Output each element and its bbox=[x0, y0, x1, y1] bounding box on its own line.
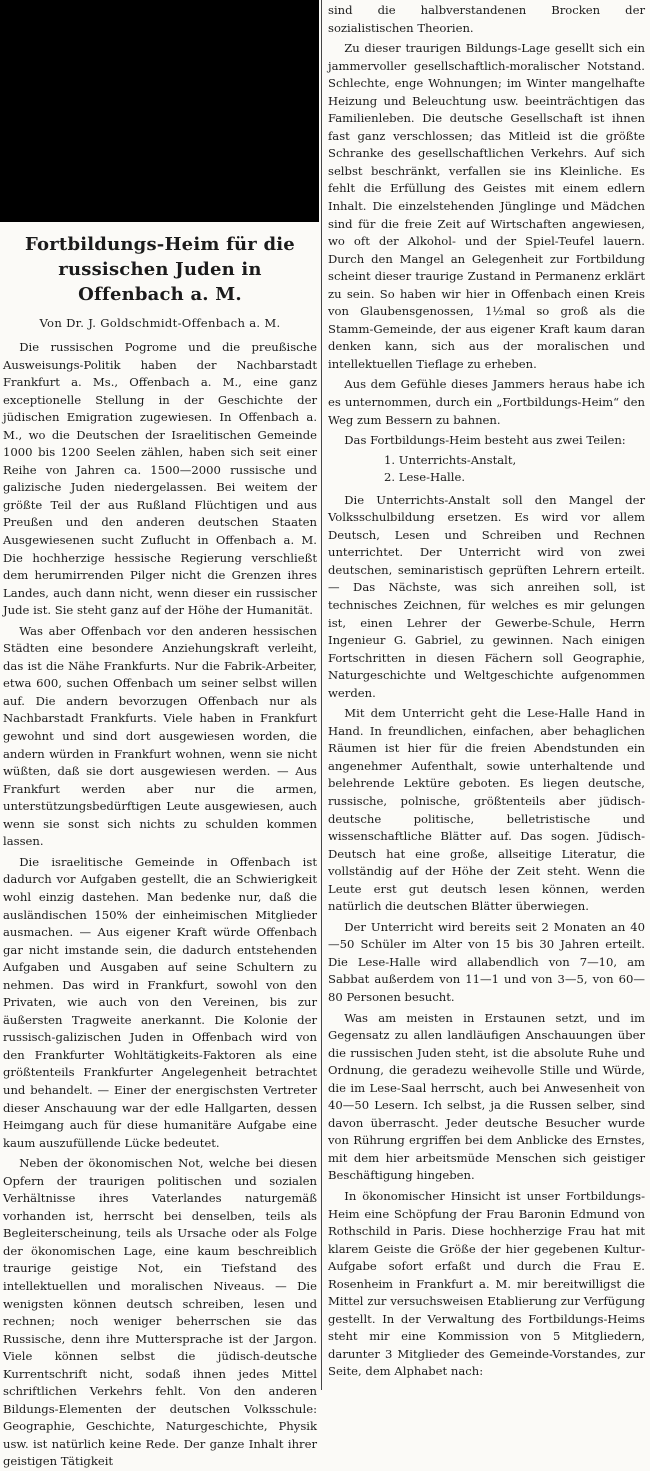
paragraph: Die Unterrichts-Anstalt soll den Mangel der Volksschulbildung ersetzen. Es wird vor allem Deutsch, Lesen und Schreiben und Rechnen unterrichtet. Der Unterricht wird von zwei deutschen, seminaristisch geprüften Lehrern erteilt. — Das Nächste, was sich anreihen soll, ist technisches Zeichnen, für welches es mir gelungen ist, einen Lehrer der Gewerbe-Schule, Herrn Ingenieur G. Gabriel, zu gewinnen. Nach einigen Fortschritten in diesen Fächern soll Geographie, Naturgeschichte und Weltgeschichte aufgenommen werden. bbox=[328, 492, 645, 700]
paragraph: Zu dieser traurigen Bildungs-Lage gesellt sich ein jammervoller gesellschaftlich-moralischer Notstand. Schlechte, enge Wohnungen; im Winter mangelhafte Heizung und Beleuchtung usw. beeinträchtigen das Familienleben. Die deutsche Gesellschaft ist ihnen fast ganz verschlossen; das Mitleid ist die größte Schranke des gesellschaftlichen Verkehrs. Auf sich selbst beschränkt, verfallen sie ins Kleinliche. Es fehlt die Erfüllung des Geistes mit einem edlern Inhalt. Die einzelstehenden Jünglinge und Mädchen sind für die freie Zeit auf Wirtschaften angewiesen, wo oft der Alkohol- und der Spiel-Teufel lauern. Durch den Mangel an Gelegenheit zur Fortbildung scheint dieser traurige Zustand in Permanenz erklärt zu sein. So haben wir hier in Offenbach einen Kreis von Glaubensgenossen, 1½mal so groß als die Stamm-Gemeinde, der aus eigener Kraft kaum daran denken kann, sich aus der moralischen und intellektuellen Tieflage zu erheben. bbox=[328, 41, 645, 371]
column-divider bbox=[321, 0, 322, 1390]
article-byline: Von Dr. J. Goldschmidt-Offenbach a. M. bbox=[39, 316, 281, 330]
right-column bbox=[328, 2, 645, 1381]
paragraph: Aus dem Gefühle dieses Jammers heraus habe ich es unternommen, durch ein „Fortbildungs-Heim“ den Weg zum Bessern zu bahnen. bbox=[328, 377, 645, 427]
redacted-block bbox=[0, 0, 319, 222]
parts-list bbox=[328, 452, 645, 487]
paragraph: Was aber Offenbach vor den anderen hessischen Städten eine besondere Anziehungskraft verleiht, das ist die Nähe Frankfurts. Nur die Fabrik-Arbeiter, etwa 600, suchen Offenbach um seiner selbst willen auf. Die andern bevorzugen Offenbach nur als Nachbarstadt Frankfurts. Viele haben in Frankfurt gewohnt und sind dort ausgewiesen worden, die andern würden in Frankfurt wohnen, wenn sie nicht wüßten, daß sie dort ausgewiesen werden. — Aus Frankfurt werden aber nur die armen, unterstützungsbedürftigen Leute ausgewiesen, auch wenn sie sonst sich nichts zu schulden kommen lassen. bbox=[3, 623, 317, 849]
paragraph: Mit dem Unterricht geht die Lese-Halle Hand in Hand. In freundlichen, einfachen, aber behaglichen Räumen ist hier für die freien Abendstunden ein angenehmer Aufenthalt, sowie unterhaltende und belehrende Lektüre geboten. Es liegen deutsche, russische, polnische, größtenteils aber jüdisch-deutsche politische, belletristische und wissenschaftliche Blätter auf. Das sogen. Jüdisch-Deutsch hat eine große, allseitige Literatur, die vollständig auf der Höhe der Zeit steht. Wenn die Leute erst gut deutsch lesen können, werden natürlich die deutschen Blätter überwiegen. bbox=[328, 706, 645, 914]
left-column bbox=[3, 232, 317, 1471]
list-item: 1. Unterrichts-Anstalt, bbox=[384, 452, 517, 467]
paragraph: Das Fortbildungs-Heim besteht aus zwei Teilen: bbox=[344, 433, 626, 448]
paragraph: Die russischen Pogrome und die preußische Ausweisungs-Politik haben der Nachbarstadt Frankfurt a. Ms., Offenbach a. M., eine ganz exceptionelle Stellung in der Geschichte der jüdischen Emigration zugewiesen. In Offenbach a. M., wo die Deutschen der Israelitischen Gemeinde 1000 bis 1200 Seelen zählen, haben sich seit einer Reihe von Jahren ca. 1500—2000 russische und galizische Juden niedergelassen. Bei weitem der größte Teil der aus Rußland Flüchtigen und aus Preußen und den anderen deutschen Staaten Ausgewiesenen sucht Zuflucht in Offenbach a. M. Die hochherzige hessische Regierung verschließt dem herumirrenden Pilger nicht die Grenzen ihres Landes, auch dann nicht, wenn dieser ein russischer Jude ist. Sie steht ganz auf der Höhe der Humanität. bbox=[3, 340, 317, 618]
paragraph: Was am meisten in Erstaunen setzt, und im Gegensatz zu allen landläufigen Anschauungen über die russischen Juden steht, ist die absolute Ruhe und Ordnung, die geradezu weihevolle Stille und Würde, die im Lese-Saal herrscht, auch bei Anwesenheit von 40—50 Lesern. Ich selbst, ja die Russen selber, sind davon überrascht. Jeder deutsche Besucher wurde von Rührung ergriffen bei dem Anblicke des Ernstes, mit dem hier arbeitsmüde Menschen sich geistiger Beschäftigung hingeben. bbox=[328, 1010, 645, 1183]
list-item: 2. Lese-Halle. bbox=[384, 470, 466, 485]
paragraph-continuation: sind die halbverstandenen Brocken der sozialistischen Theorien. bbox=[328, 3, 645, 35]
paragraph: Neben der ökonomischen Not, welche bei diesen Opfern der traurigen politischen und sozialen Verhältnisse ihres Vaterlandes naturgemäß vorhanden ist, herrscht bei denselben, teils als Begleiterscheinung, teils als Ursache oder als Folge der ökonomischen Lage, eine kaum beschreiblich traurige geistige Not, ein Tiefstand des intellektuellen und moralischen Niveaus. — Die wenigsten können deutsch schreiben, lesen und rechnen; noch weniger beherrschen sie das Russische, denn ihre Muttersprache ist der Jargon. Viele können selbst die jüdisch-deutsche Kurrentschrift nicht, sodaß ihnen jedes Mittel schriftlichen Verkehrs fehlt. Von den anderen Bildungs-Elementen der deutschen Volksschule: Geographie, Geschichte, Naturgeschichte, Physik usw. ist natürlich keine Rede. Der ganze Inhalt ihrer geistigen Tätigkeit bbox=[3, 1156, 317, 1469]
paragraph: In ökonomischer Hinsicht ist unser Fortbildungs-Heim eine Schöpfung der Frau Baronin Edmund von Rothschild in Paris. Diese hochherzige Frau hat mit klarem Geiste die Größe der hier gegebenen Kultur-Aufgabe sofort erfaßt und durch die Frau E. Rosenheim in Frankfurt a. M. mir bereitwilligst die Mittel zur versuchsweisen Etablierung zur Verfügung gestellt. In der Verwaltung des Fortbildungs-Heims steht mir eine Kommission von 5 Mitgliedern, darunter 3 Mitglieder des Gemeinde-Vorstandes, zur Seite, dem Alphabet nach: bbox=[328, 1189, 645, 1379]
paragraph: Die israelitische Gemeinde in Offenbach ist dadurch vor Aufgaben gestellt, die an Schwierigkeit wohl einzig dastehen. Man bedenke nur, daß die ausländischen 150% der einheimischen Mitglieder ausmachen. — Aus eigener Kraft würde Offenbach gar nicht imstande sein, die dadurch entstehenden Aufgaben und Ausgaben auf seine Schultern zu nehmen. Das wird in Frankfurt, sowohl von den Privaten, wie auch von den Vereinen, bis zur äußersten Tragweite anerkannt. Die Kolonie der russisch-galizischen Juden in Offenbach wird von den Frankfurter Wohltätigkeits-Faktoren als eine größtenteils Frankfurter Angelegenheit betrachtet und behandelt. — Einer der energischsten Vertreter dieser Anschauung war der edle Hallgarten, dessen Heimgang auch für diese humanitäre Aufgabe eine kaum auszufüllende Lücke bedeutet. bbox=[3, 854, 317, 1150]
article-headline: Fortbildungs-Heim für die russischen Juden in Offenbach a. M. bbox=[25, 234, 295, 305]
paragraph: Der Unterricht wird bereits seit 2 Monaten an 40—50 Schüler im Alter von 15 bis 30 Jahren erteilt. Die Lese-Halle wird allabendlich von 7—10, am Sabbat außerdem von 11—1 und von 3—5, von 60—80 Personen besucht. bbox=[328, 919, 645, 1004]
